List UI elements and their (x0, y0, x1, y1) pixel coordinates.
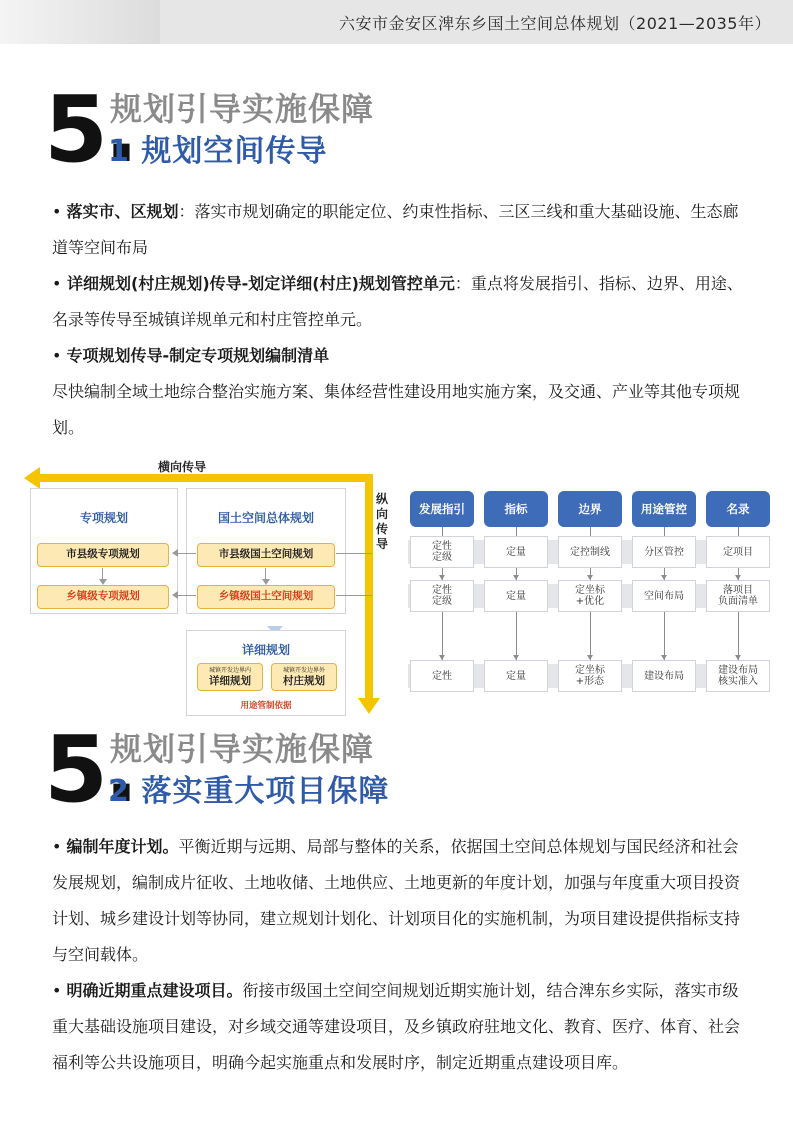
column-cell: 建设布局 (632, 660, 696, 692)
vertical-arrow (365, 474, 373, 700)
column-cell: 定性 (410, 660, 474, 692)
column-header: 名录 (706, 491, 770, 527)
bullet-item: • 详细规划(村庄规划)传导-划定详细(村庄)规划管控单元：重点将发展指引、指标、边界、用途、名录等传导至城镇详规单元和村庄管控单元。 (52, 274, 743, 329)
page-header (0, 0, 793, 44)
village-plan-box: 城镇开发边界外 村庄规划 (271, 663, 337, 691)
column-cell: 定控制线 (558, 536, 622, 568)
column-cell: 定项目 (706, 536, 770, 568)
column-header: 用途管控 (632, 491, 696, 527)
section-1-body (52, 194, 752, 446)
section-number: 5. (44, 716, 135, 823)
section-2-heading (44, 716, 744, 823)
column-cell: 定性 定级 (410, 580, 474, 612)
panel-title: 详细规划 (241, 643, 290, 657)
bullet-item: • 专项规划传导-制定专项规划编制清单 (52, 346, 330, 365)
master-plan-panel (186, 488, 346, 614)
document-title: 六安市金安区渒东乡国土空间总体规划（2021—2035年） (339, 14, 771, 33)
section-main-title: 规划引导实施保障 (110, 730, 375, 768)
detailed-plan-panel (186, 630, 346, 716)
section-sub-title: 1 规划空间传导 (108, 134, 328, 169)
section-2-body (52, 829, 752, 1081)
paragraph-text: 尽快编制全域土地综合整治实施方案、集体经营性建设用地实施方案，及交通、产业等其他专项规划。 (52, 382, 741, 437)
bullet-item: • 编制年度计划。平衡近期与远期、局部与整体的关系，依据国土空间总体规划与国民经济和社会发展规划，编制成片征收、土地收储、土地供应、土地更新的年度计划，加强与年度重大项目投资计划、城乡建设计划等协同，建立规划计划化、计划项目化的实施机制，为项目建设提供指标支持与空间载体。 (52, 837, 741, 964)
column-cell: 定量 (484, 580, 548, 612)
column-header: 边界 (558, 491, 622, 527)
header-decoration (0, 0, 160, 44)
vertical-arrow-label: 纵向传导 (376, 492, 389, 551)
section-1-heading (44, 76, 744, 183)
special-planning-panel (30, 488, 178, 614)
section-number: 5. (44, 76, 135, 183)
town-special-plan-box: 乡镇级专项规划 (37, 585, 169, 609)
column-cell: 空间布局 (632, 580, 696, 612)
column-header: 指标 (484, 491, 548, 527)
panel-title: 专项规划 (79, 511, 128, 525)
column-cell: 定量 (484, 660, 548, 692)
column-cell: 定坐标 +优化 (558, 580, 622, 612)
horizontal-arrow (36, 474, 372, 482)
detailed-plan-box: 城镇开发边界内 详细规划 (197, 663, 263, 691)
column-cell: 落项目 负面清单 (706, 580, 770, 612)
section-main-title: 规划引导实施保障 (110, 90, 375, 128)
section-sub-title: 2 落实重大项目保障 (108, 774, 390, 809)
city-master-plan-box: 市县级国土空间规划 (197, 543, 335, 567)
panel-title: 国土空间总体规划 (217, 511, 314, 525)
bullet-item: • 落实市、区规划：落实市规划确定的职能定位、约束性指标、三区三线和重大基础设施、生态廊道等空间布局 (52, 202, 739, 257)
city-special-plan-box: 市县级专项规划 (37, 543, 169, 567)
column-cell: 建设布局 核实准入 (706, 660, 770, 692)
column-cell: 定坐标 +形态 (558, 660, 622, 692)
column-cell: 分区管控 (632, 536, 696, 568)
diagram-footnote: 用途管制依据 (240, 701, 292, 711)
column-cell: 定性 定级 (410, 536, 474, 568)
town-master-plan-box: 乡镇级国土空间规划 (197, 585, 335, 609)
transmission-diagram (30, 458, 770, 720)
horizontal-arrow-label: 横向传导 (158, 460, 207, 474)
column-header: 发展指引 (410, 491, 474, 527)
column-cell: 定量 (484, 536, 548, 568)
bullet-item: • 明确近期重点建设项目。衔接市级国土空间空间规划近期实施计划，结合渒东乡实际，落实市级重大基础设施项目建设，对乡域交通等建设项目，及乡镇政府驻地文化、教育、医疗、体育、社会福利等公共设施项目，明确今起实施重点和发展时序，制定近期重点建设项目库。 (52, 981, 741, 1072)
